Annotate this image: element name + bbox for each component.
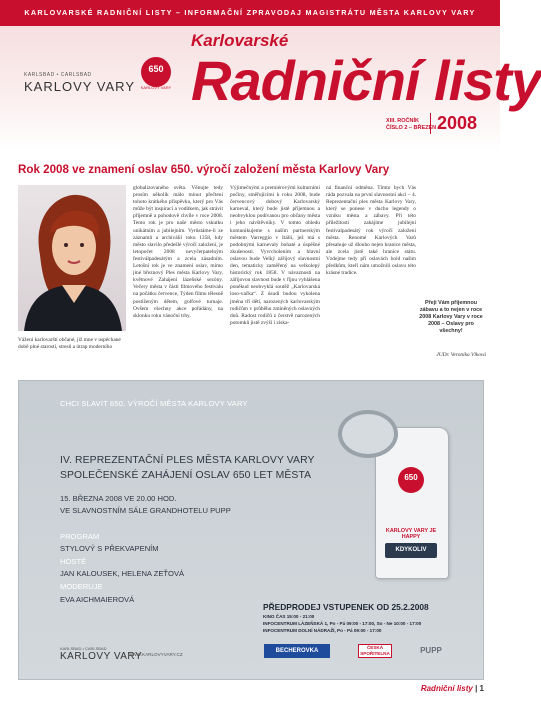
portrait-illustration <box>18 185 126 331</box>
sponsor-becherovka-logo: BECHEROVKA <box>264 644 330 658</box>
issue-volume: XIII. ROČNÍK <box>386 118 420 124</box>
article-column-3: ná finanční odměna. Tímto bych Vás ráda pozvala na první slavnostní akci – 4. Reprezentační ples města Karlovy Vary, který se ponese v duchu legendy o vzniku města a zábavy. Při této příležitosti zahájíme jubilejní festivalpadesátý rok výročí založení města. Renomé Karlových Varů přesahuje už dlouho nejen hranice města, ale zcela jistě také hranice státu. Vzdejme tedy při oslavách hold našim předkům, kteří nám umožnili oslavu této krásné tradice. <box>326 185 416 277</box>
photo-caption: Vážení karlovarští občané, již mne v uspěchané době plné starostí, stresů a útrap moderního <box>18 337 121 351</box>
ad-program-label: PROGRAM <box>60 532 100 541</box>
article-signature: JUDr. Veronika Vlková <box>436 352 486 358</box>
sponsor-pupp-logo: PUPP <box>420 646 442 655</box>
ad-title-line-1: IV. REPREZENTAČNÍ PLES MĚSTA KARLOVY VARY <box>60 455 315 466</box>
issue-info <box>386 118 436 132</box>
city-logo-sub: KARLSBAD • CARLSBAD <box>24 72 92 78</box>
page-number: | 1 <box>475 684 484 693</box>
footer-label: Radniční listy <box>420 684 473 693</box>
ad-title-line-2: SPOLEČENSKÉ ZAHÁJENÍ OSLAV 650 LET MĚSTA <box>60 470 312 481</box>
ad-moderator: EVA AICHMAIEROVÁ <box>60 595 135 604</box>
door-handle-icon <box>338 410 398 458</box>
issue-number: ČÍSLO 2 – BŘEZEN <box>386 125 437 131</box>
article-column-2: Výjimečnými a premiérovými kulturními počiny, směřujícími k roku 2008, bude červencový dobový Karlovarský karneval, který bude jistě příjemnou a neobvyklou podívanou pro občany města i jeho návštěvníky. V tomto ohledu komunikujeme s naším partnerským městem Varreggio v Itálii, jež má s podobnými karnevaly bohaté a úspěšné zkušenosti. Vyvrcholením a hlavní oslavou bude Velký zářijový slavnostní den, tematicky zaměřený na velkolepý historický rok 1858. V návaznosti na zářijovou slavnost bude v říjnu vyhlášena poněkud neobvyklá soutěž „Karlovarská loso-vačka“. Z úsudí budou vykolena jména tří dětí, narozených karlovarským rodičům v průběhu zmíněných oslavných dnů. Radost rodičů z čerstvě narozených potomků jistě zvýší i získa- <box>230 185 320 326</box>
presale-line-2: INFOCENTRUM LÁZEŇSKÁ 1, Po - Pá 09:00 - 17:00, So - Ne 10:00 - 17:00 <box>263 621 422 626</box>
ad-guests-label: HOSTÉ <box>60 557 87 566</box>
author-photo <box>18 185 126 331</box>
presale-title: PŘEDPRODEJ VSTUPENEK OD 25.2.2008 <box>263 602 429 612</box>
presale-line-3: INFOCENTRUM DOLNÍ NÁDRAŽÍ, Po - Pá 09:00 - 17:00 <box>263 628 382 633</box>
hanger-emblem-icon: 650 <box>398 467 424 493</box>
issue-year: 2008 <box>430 113 477 134</box>
hanger-button: KDYKOLIV <box>385 543 437 558</box>
anniversary-emblem-label: KARLOVY VARY <box>140 85 172 90</box>
top-banner-text: KARLOVARSKÉ RADNIČNÍ LISTY – INFORMAČNÍ ZPRAVODAJ MAGISTRÁTU MĚSTA KARLOVY VARY <box>24 8 476 17</box>
ad-website: WWW.KARLOVYVARY.CZ <box>128 652 183 657</box>
ad-moderator-label: MODERUJE <box>60 582 103 591</box>
ad-logo-sub: KARLSBAD • CARLSBAD <box>60 646 107 651</box>
sponsor-bank-logo: ČESKÁ SPOŘITELNA <box>358 644 392 658</box>
ad-logo-main: KARLOVY VARY <box>60 651 143 662</box>
masthead-title: Radniční listy <box>191 49 541 112</box>
presale-line-1: KINO ČAS 15:00 - 21:00 <box>263 614 315 619</box>
top-banner <box>0 0 500 26</box>
masthead-kicker: Karlovarské <box>191 31 289 50</box>
ad-date: 15. BŘEZNA 2008 VE 20.00 HOD. <box>60 494 177 503</box>
ad-header: CHCI SLAVIT 650. VÝROČÍ MĚSTA KARLOVY VARY <box>60 399 248 408</box>
ad-program: STYLOVÝ S PŘEKVAPENÍM <box>60 544 159 553</box>
hanger-text: KARLOVY VARY JE HAPPY <box>385 528 437 540</box>
page-footer <box>421 684 484 693</box>
article-headline: Rok 2008 ve znamení oslav 650. výročí založení města Karlovy Vary <box>18 163 390 176</box>
article-column-1: globalizovaného světa. Věnujte tedy prosím několik málo minut přečtení tohoto krátkého příspěvku, který pro Vás může být inspirací a vodítkem, jak strávit příjemně a pohodově chvíle v roce 2008. Tento rok je pro naše město vskutku unikátním a jubilejním. Vyrůstáme-li ze záznamů a archiválií roku 1358, kdy město slavilo předešlé výročí založení, je letopočet 2008 nevyčerpatelným festiválpadesátým a zcela zásadním. Letošní rok je ve znamení oslav, mimo jiné březnový Ples města Karlovy Vary, květnové Zahájení lázeňské sezóny. Večery města v části filmového festivalu na počátku července, Týden filmu tělesně postiženým dětem, golfové turnaje. Ovšem všechny akce pořádány, na sklonku roku vánoční trhy. <box>133 185 223 319</box>
ad-venue: VE SLAVNOSTNÍM SÁLE GRANDHOTELU PUPP <box>60 506 231 515</box>
anniversary-emblem-icon: 650 <box>141 57 171 87</box>
article-closing-note: Přeji Vám příjemnou zábavu a to nejen v roce 2008 Karlovy Vary v roce 2008 – Oslavy pro všechny! <box>419 300 483 335</box>
ad-guests: JAN KALOUSEK, HELENA ZEŤOVÁ <box>60 569 185 578</box>
city-logo <box>24 72 135 94</box>
city-logo-main: KARLOVY VARY <box>24 79 135 94</box>
